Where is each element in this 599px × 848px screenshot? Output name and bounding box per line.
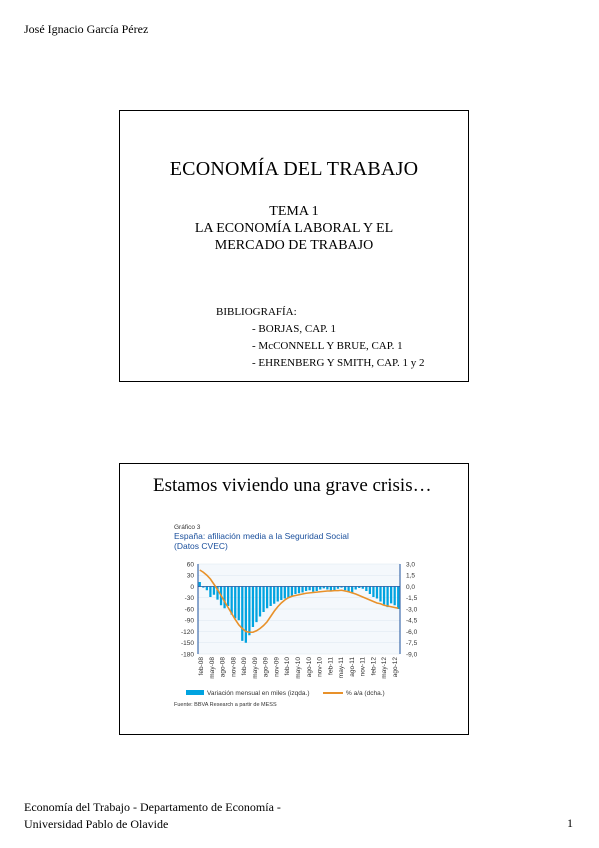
y-right-tick-label: -6,0 [406,628,418,636]
y-left-tick-label: -150 [180,640,194,648]
x-tick-label: feb-10 [284,657,292,676]
slide-crisis-title: Estamos viviendo una grave crisis… [153,475,432,496]
y-right-tick-label: 3,0 [406,561,416,569]
chart-label: Gráfico 3 [174,524,201,531]
x-tick-label: nov-10 [316,657,324,677]
bar [270,587,272,607]
bar [245,587,247,643]
y-right-tick-label: 1,5 [406,572,416,580]
bibliography-block [216,304,424,372]
slide-tema-block [120,203,468,254]
bar [365,587,367,592]
bar [386,587,388,608]
x-tick-label: ago-08 [219,657,227,678]
y-left-tick-label: 60 [186,561,194,569]
bar [394,587,396,606]
slide-crisis [119,463,469,735]
y-right-tick-label: -4,5 [406,617,418,625]
bar [223,587,225,609]
y-left-tick-label: -60 [184,606,194,614]
chart-title: España: afiliación media a la Seguridad Social [174,531,349,541]
bar [372,587,374,598]
y-right-tick-label: -3,0 [406,606,418,614]
x-tick-label: feb-11 [327,657,335,675]
slide-title [119,110,469,382]
bar [344,587,346,591]
bar [298,587,300,594]
bar [305,587,307,592]
bar [383,587,385,605]
chart-source: Fuente: BBVA Research a partir de MESS [174,702,277,708]
bar [326,587,328,590]
x-tick-label: feb-12 [370,657,378,676]
bibliography-label: BIBLIOGRAFÍA: [216,306,297,318]
x-tick-label: nov-08 [230,657,238,677]
legend-swatch-bars [186,690,204,695]
y-left-tick-label: -120 [180,628,194,636]
bar [301,587,303,593]
x-tick-label: may-11 [338,657,346,679]
bar [316,587,318,592]
bar [213,587,215,595]
tema-subtitle-line1: LA ECONOMÍA LABORAL Y EL [194,221,394,236]
bibliography-item: - EHRENBERG Y SMITH, CAP. 1 y 2 [252,357,425,369]
bar [248,587,250,636]
y-right-tick-label: 0,0 [406,583,416,591]
x-tick-label: feb-08 [198,657,205,676]
bar [376,587,378,599]
x-tick-label: ago-09 [262,657,270,678]
y-left-tick-label: 30 [186,572,194,580]
bar [294,587,296,595]
x-tick-label: ago-12 [392,657,399,678]
slide-main-title: ECONOMÍA DEL TRABAJO [169,158,419,180]
bar [209,587,211,598]
tema-label: TEMA 1 [269,204,319,219]
page-footer [24,799,281,833]
y-right-tick-label: -1,5 [406,595,418,603]
x-tick-label: ago-11 [348,657,356,677]
page-number: 1 [567,816,573,830]
y-right-tick-label: -7,5 [406,640,418,648]
y-left-tick-label: 0 [190,583,194,591]
y-left-tick-label: -30 [184,595,194,603]
bar [255,587,257,623]
bar [369,587,371,595]
page-header-author: José Ignacio García Pérez [24,22,149,36]
x-tick-label: may-08 [208,657,216,679]
y-right-tick-label: -9,0 [406,651,418,659]
bar [231,587,233,615]
x-tick-label: ago-10 [305,657,313,678]
bar [234,587,236,619]
y-left-tick-label: -90 [184,617,194,625]
bar [333,587,335,591]
bar [280,587,282,601]
bar [206,587,208,591]
bar [227,587,229,607]
bar [199,582,201,587]
x-tick-label: may-10 [295,657,302,679]
bar [238,587,240,621]
chart-subtitle: (Datos CVEC) [174,541,228,551]
legend-label-bars: Variación mensual en miles (izqda.) [207,690,310,697]
bar [241,587,243,641]
bar [309,587,311,591]
footer-line2: Universidad Pablo de Olavide [24,817,169,831]
bar [379,587,381,602]
x-tick-label: may-12 [381,657,389,679]
x-tick-label: may-09 [251,657,259,679]
bar [262,587,264,613]
x-tick-label: nov-11 [359,657,367,677]
bar [287,587,289,598]
bar [291,587,293,597]
legend-label-line: % a/a (dcha.) [346,690,385,697]
bibliography-item: - BORJAS, CAP. 1 [252,323,337,335]
bar [390,587,392,604]
y-left-tick-label: -180 [180,651,194,659]
x-tick-label: nov-09 [273,657,281,677]
bar [355,587,357,590]
bar [284,587,286,599]
bar [397,587,399,610]
x-tick-label: feb-09 [241,657,249,676]
bar [252,587,254,628]
affiliation-chart [168,521,420,711]
bar [273,587,275,604]
tema-subtitle-line2: MERCADO DE TRABAJO [214,238,374,253]
bar [266,587,268,609]
bar [319,587,321,590]
bibliography-item: - McCONNELL Y BRUE, CAP. 1 [252,340,403,352]
bar [277,587,279,602]
bar [312,587,314,592]
footer-line1: Economía del Trabajo - Departamento de Economía - [24,800,281,814]
bar [259,587,261,617]
